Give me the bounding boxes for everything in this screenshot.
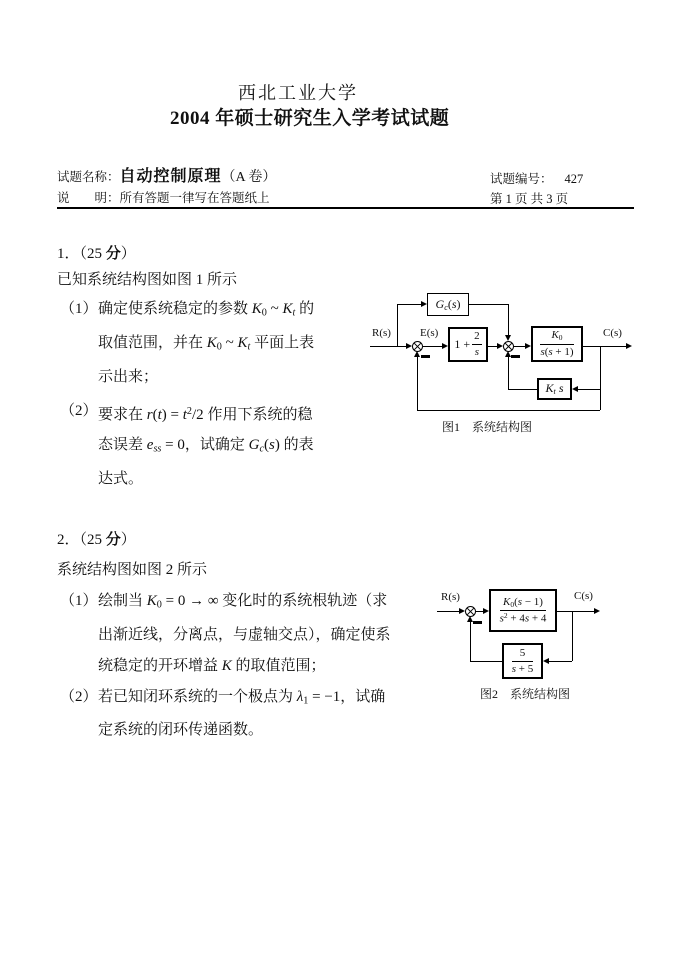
- fig1-plant-block: [531, 326, 583, 362]
- fraction-denominator: s(s + 1): [540, 345, 574, 358]
- q2-intro: 系统结构图如图 2 所示: [57, 562, 208, 578]
- fig2-input-label: R(s): [441, 591, 460, 603]
- q1-item2-line1: 要求在 $r(t) = t^2/2$ 作用下系统的稳: [98, 406, 313, 424]
- fig1-caption: 图1 系统结构图: [442, 420, 533, 434]
- q1-item2-line2: 态误差 ess = 0，试确定 Gc(s) 的表: [98, 437, 314, 455]
- arrowhead-icon: [572, 386, 578, 392]
- course-variant: （A 卷）: [221, 170, 277, 185]
- fig1-pi-pre: 1 +: [454, 337, 471, 351]
- fig2-output-label: C(s): [574, 590, 593, 602]
- connector-line: [370, 346, 406, 347]
- meta-row-course: [57, 163, 276, 186]
- fig2-forward-block: [489, 589, 557, 632]
- connector-line: [557, 611, 594, 612]
- q2-item2-line2: 定系统的闭环传递函数。: [98, 722, 264, 738]
- connector-line: [469, 304, 508, 305]
- connector-line: [470, 622, 471, 661]
- exam-number-label: 试题编号：: [490, 172, 553, 186]
- minus-sign: [473, 621, 482, 624]
- connector-line: [514, 346, 525, 347]
- connector-line: [423, 346, 442, 347]
- q1-intro: 已知系统结构图如图 1 所示: [57, 272, 238, 288]
- connector-line: [600, 346, 601, 410]
- q1-item2-label: （2）: [60, 403, 98, 419]
- fraction-denominator: s: [474, 346, 480, 358]
- q2-item1-label: （1）: [60, 593, 98, 609]
- fig1-output-label: C(s): [603, 327, 622, 339]
- connector-line: [572, 611, 573, 661]
- connector-line: [508, 304, 509, 335]
- note-label: 说 明：: [57, 191, 120, 205]
- exam-number-value: 427: [564, 172, 584, 186]
- connector-line: [417, 410, 600, 411]
- connector-line: [488, 346, 497, 347]
- arrowhead-icon: [467, 616, 473, 622]
- exam-title: 2004 年硕士研究生入学考试试题: [170, 108, 450, 129]
- figure-2-diagram: [435, 585, 687, 707]
- minus-sign: [421, 355, 430, 358]
- fig1-rate-label: Kt s: [545, 381, 564, 397]
- fig1-rate-feedback-block: [537, 378, 572, 400]
- meta-row-note: [57, 188, 270, 207]
- arrowhead-icon: [594, 608, 600, 614]
- page-indicator: 第 1 页 共 3 页: [490, 192, 569, 206]
- q2-heading: 2．（25 分）: [57, 532, 136, 548]
- q1-item1-line2: 取值范围，并在 K0 ~ Kt 平面上表: [98, 335, 315, 353]
- course-name: 自动控制原理: [119, 168, 222, 185]
- fig1-gc-block: [427, 293, 469, 316]
- header-divider: [57, 207, 634, 209]
- arrowhead-icon: [505, 351, 511, 357]
- connector-line: [417, 357, 418, 410]
- meta-row-number: [490, 169, 583, 188]
- note-text: 所有答题一律写在答题纸上: [119, 191, 270, 205]
- fig2-forward-fraction: [500, 596, 547, 626]
- fig1-pi-block: [448, 327, 488, 362]
- fraction-numerator: K0: [540, 329, 573, 344]
- arrowhead-icon: [414, 351, 420, 357]
- course-name-label: 试题名称：: [57, 170, 120, 184]
- fraction-denominator: s + 5: [511, 662, 534, 675]
- fig2-feedback-block: [502, 643, 543, 679]
- connector-line: [578, 389, 600, 390]
- connector-line: [508, 357, 509, 389]
- connector-line: [549, 661, 572, 662]
- fig1-input-label: R(s): [372, 327, 391, 339]
- connector-line: [397, 304, 398, 346]
- fraction-numerator: K0(s − 1): [500, 596, 547, 611]
- connector-line: [508, 389, 537, 390]
- fig1-error-label: E(s): [420, 327, 439, 339]
- q2-item1-line1: 绘制当 K0 = 0 → ∞ 变化时的系统根轨迹（求: [98, 593, 388, 611]
- arrowhead-icon: [626, 343, 632, 349]
- q1-item1-line1: 确定使系统稳定的参数 K0 ~ Kt 的: [98, 301, 315, 319]
- connector-line: [470, 661, 502, 662]
- connector-line: [583, 346, 626, 347]
- connector-line: [397, 304, 421, 305]
- q1-item2-line3: 达式。: [98, 471, 144, 487]
- connector-line: [476, 611, 483, 612]
- q2-item2-line1: 若已知闭环系统的一个极点为 λ1 = −1，试确: [98, 689, 386, 707]
- fig1-gc-label: Gc(s): [435, 296, 461, 313]
- fraction-denominator: $s^2 + 4s + 4$: [499, 611, 547, 625]
- q2-item1-line3: 统稳定的开环增益 K 的取值范围；: [98, 658, 326, 674]
- fig1-pi-fraction: [472, 330, 482, 358]
- figure-1-diagram: [370, 282, 642, 442]
- fig2-feedback-fraction: [512, 647, 534, 675]
- q1-item1-label: （1）: [60, 301, 98, 317]
- fraction-numerator: 2: [472, 330, 482, 345]
- fraction-numerator: 5: [512, 647, 534, 662]
- q1-item1-line3: 示出来；: [98, 369, 159, 385]
- q1-heading: 1．（25 分）: [57, 246, 136, 262]
- q2-item1-line2: 出渐近线，分离点，与虚轴交点），确定使系: [98, 627, 391, 643]
- q2-item2-label: （2）: [60, 689, 98, 705]
- arrowhead-icon: [543, 658, 549, 664]
- fig2-caption: 图2 系统结构图: [480, 687, 571, 701]
- university-title: 西北工业大学: [238, 83, 358, 103]
- fig1-plant-fraction: [540, 329, 573, 358]
- connector-line: [437, 611, 459, 612]
- minus-sign: [511, 355, 520, 358]
